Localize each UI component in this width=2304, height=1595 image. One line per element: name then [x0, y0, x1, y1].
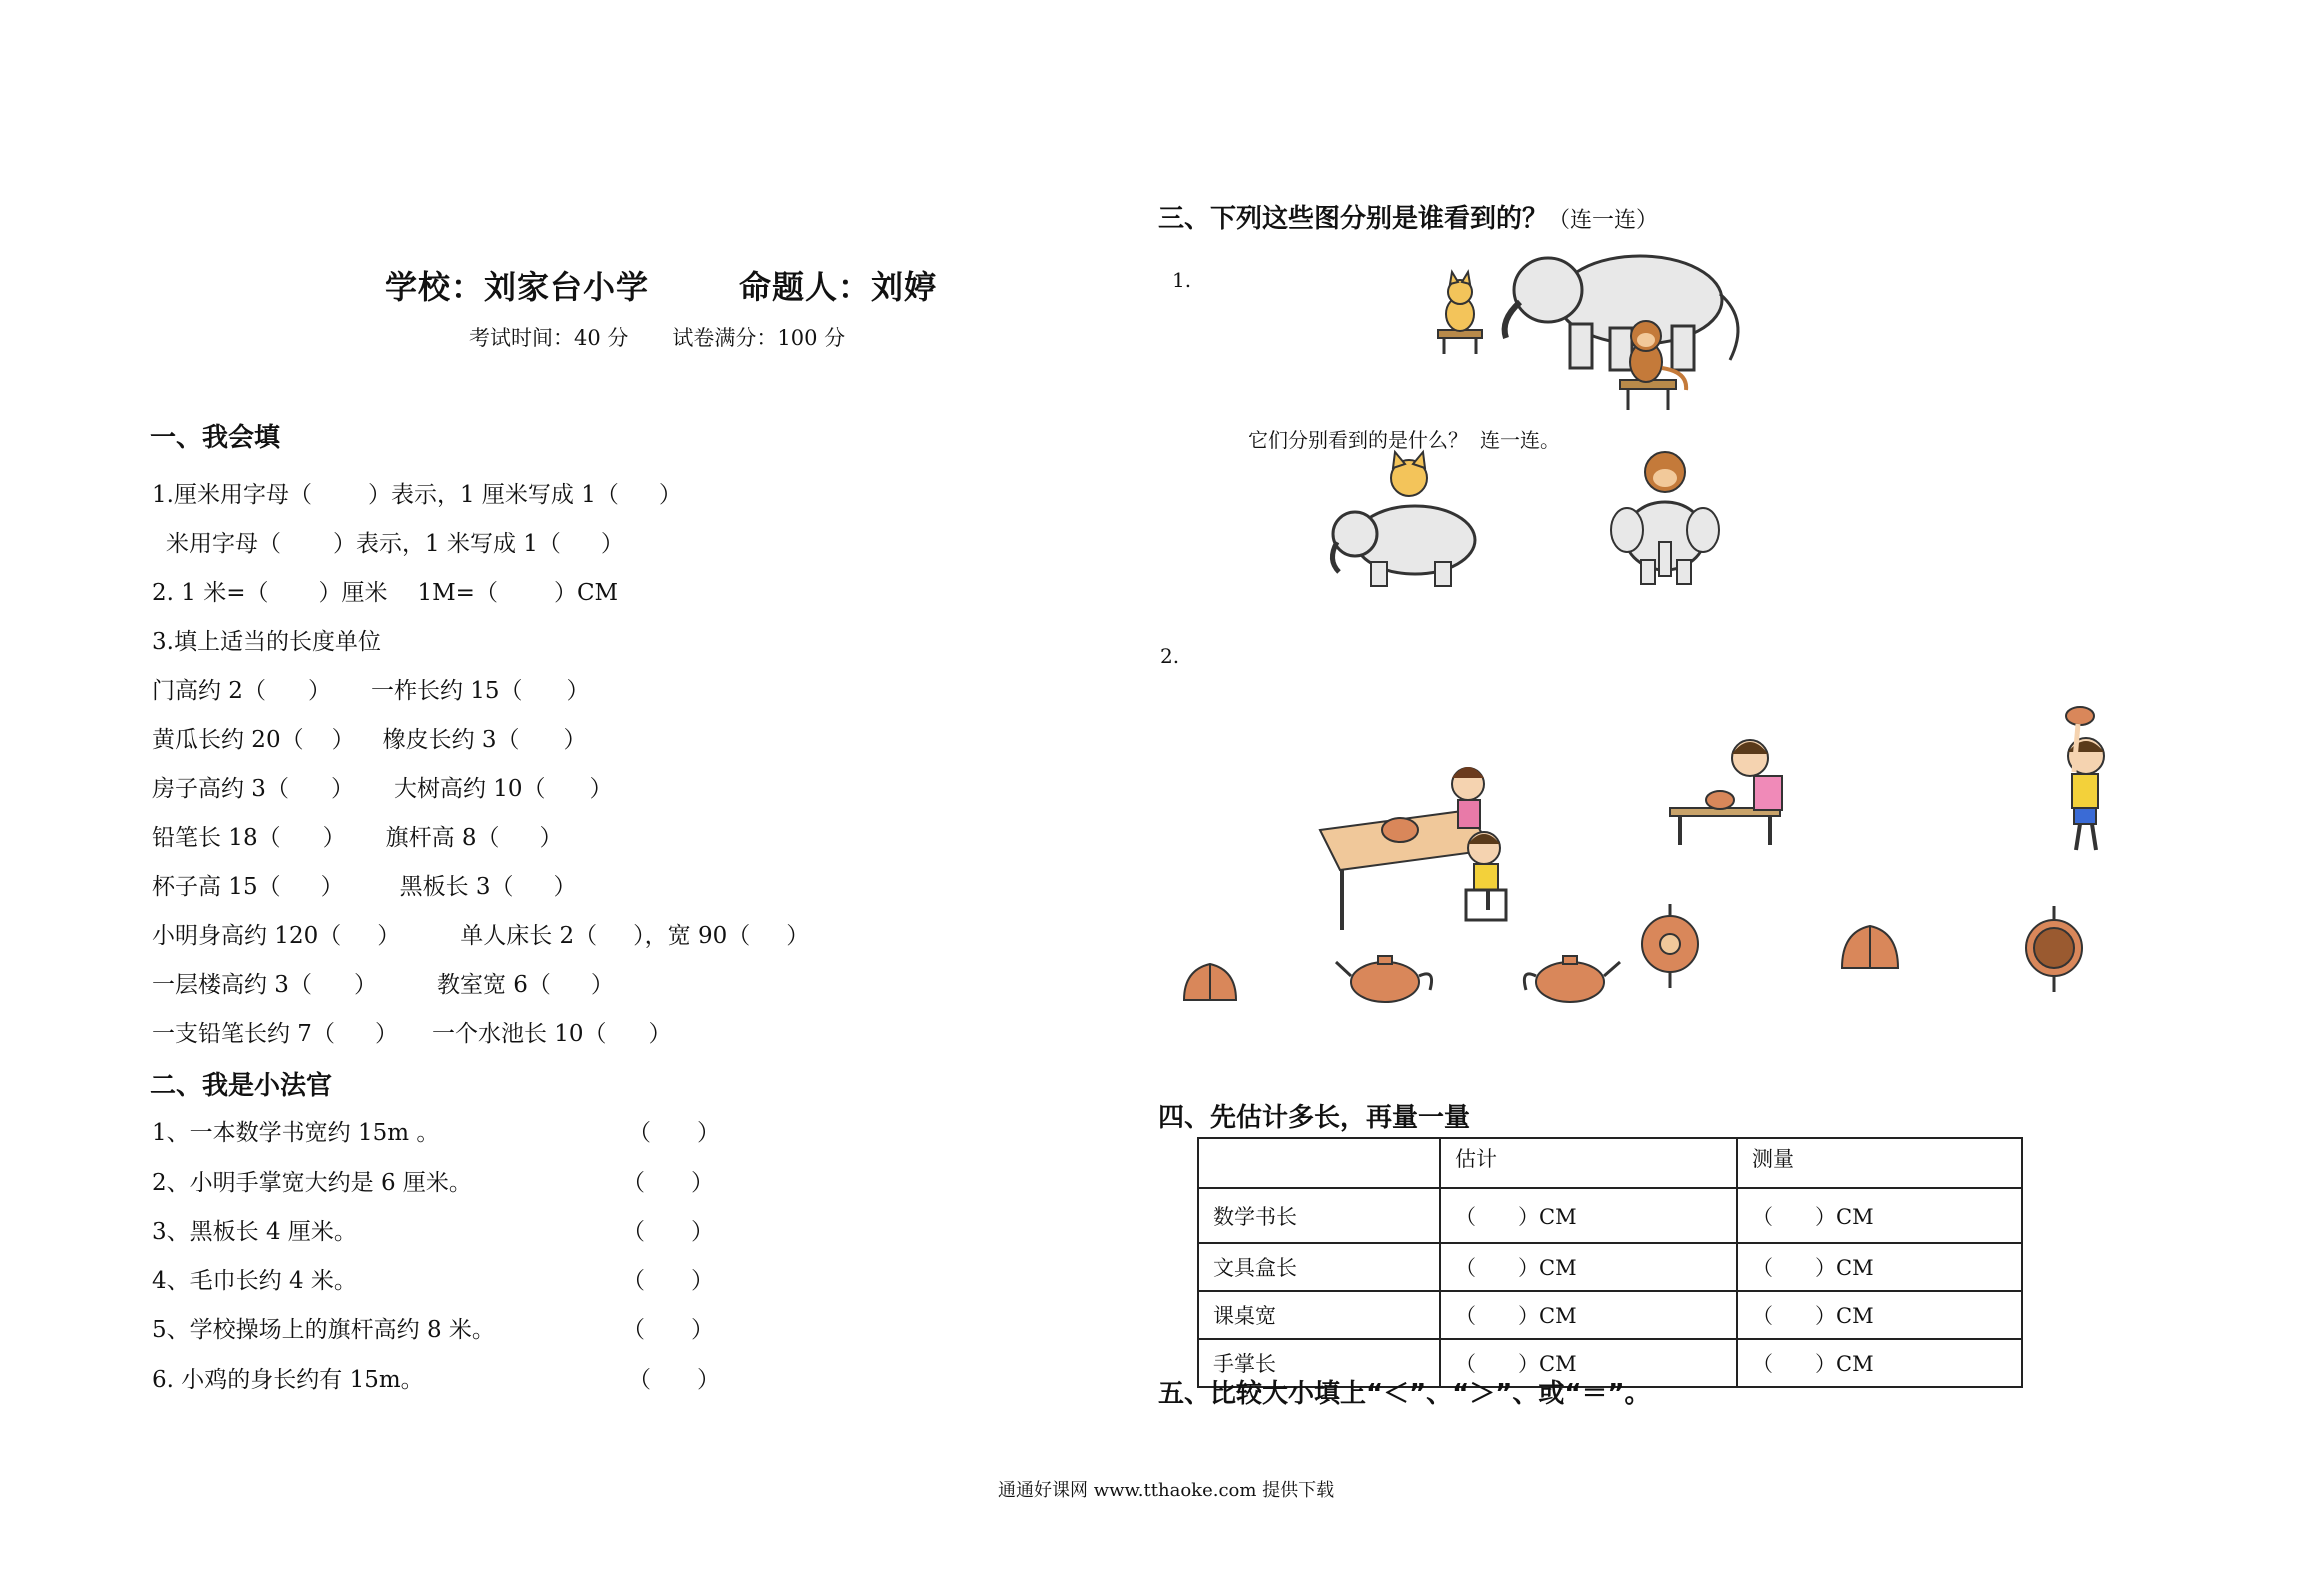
estimate-blank: （ ）CM — [1440, 1188, 1737, 1243]
table-row — [1198, 1188, 2022, 1243]
measure-blank: （ ）CM — [1737, 1188, 2022, 1243]
header-cell-estimate: 估计 — [1440, 1138, 1737, 1188]
monkey-face-icon — [1645, 452, 1685, 492]
estimate-blank: （ ）CM — [1440, 1291, 1737, 1339]
row-label: 手掌长 — [1198, 1339, 1440, 1387]
measure-table — [1197, 1137, 2023, 1388]
fill-line-1: 1.厘米用字母（ ）表示，1 厘米写成 1（ ） — [152, 482, 682, 508]
fill-line-12: 一支铅笔长约 7（ ） 一个水池长 10（ ） — [152, 1021, 672, 1047]
fill-line-4: 3.填上适当的长度单位 — [152, 629, 381, 655]
q1-answer-views — [1325, 450, 1715, 590]
fill-line-6: 黄瓜长约 20（ ） 橡皮长约 3（ ） — [152, 727, 587, 753]
judge-item-3: 3、黑板长 4 厘米。 — [152, 1219, 357, 1245]
fill-line-5: 门高约 2（ ） 一柞长约 15（ ） — [152, 678, 590, 704]
section-5-title: 五、比较大小填上“＜”、“＞”、或“＝”。 — [1158, 1379, 1651, 1409]
judge-item-1: 1、一本数学书宽约 15m 。 — [152, 1120, 440, 1146]
elephant-front-view-icon — [1611, 502, 1719, 584]
elephant-side-view-icon — [1332, 506, 1475, 586]
judge-answer-5: （ ） — [622, 1317, 714, 1343]
table-row — [1198, 1291, 2022, 1339]
cat-face-icon — [1391, 452, 1427, 496]
measure-blank: （ ）CM — [1737, 1243, 2022, 1291]
judge-answer-2: （ ） — [622, 1170, 714, 1196]
judge-answer-4: （ ） — [622, 1268, 714, 1294]
fill-line-10: 小明身高约 120（ ） 单人床长 2（ ），宽 90（ ） — [152, 923, 810, 949]
q1-label: 1. — [1172, 268, 1192, 292]
judge-answer-6: （ ） — [628, 1367, 720, 1393]
table-scene-icon — [1320, 767, 1506, 930]
table-row — [1198, 1243, 2022, 1291]
exam-score: 试卷满分：100 分 — [672, 326, 846, 350]
judge-answer-1: （ ） — [628, 1120, 720, 1146]
page-title — [385, 262, 937, 308]
fill-line-8: 铅笔长 18（ ） 旗杆高 8（ ） — [152, 825, 563, 851]
section-3-title: 三、下列这些图分别是谁看到的？（连一连） — [1158, 204, 1659, 234]
estimate-blank: （ ）CM — [1440, 1243, 1737, 1291]
fill-line-7: 房子高约 3（ ） 大树高约 10（ ） — [152, 776, 613, 802]
section-2-title: 二、我是小法官 — [150, 1071, 333, 1101]
teapot-view-2-icon — [1336, 956, 1432, 1002]
cat-icon — [1438, 272, 1482, 354]
q1-caption: 它们分别看到的是什么？ 连一连。 — [1248, 428, 1561, 452]
judge-item-5: 5、学校操场上的旗杆高约 8 米。 — [152, 1317, 495, 1343]
exam-info — [469, 322, 845, 352]
estimate-blank: （ ）CM — [1440, 1339, 1737, 1387]
author-name: 命题人：刘婷 — [739, 268, 938, 306]
teapot-view-1-icon — [1184, 964, 1236, 1000]
teapot-view-3-icon — [1524, 956, 1620, 1002]
teapot-view-6-icon — [2026, 906, 2082, 992]
teapot-view-5-icon — [1842, 926, 1898, 968]
section-1-title: 一、我会填 — [150, 423, 281, 453]
header-cell-measure: 测量 — [1737, 1138, 2022, 1188]
measure-table-header — [1198, 1138, 2022, 1188]
measure-blank: （ ）CM — [1737, 1291, 2022, 1339]
judge-answer-3: （ ） — [622, 1219, 714, 1245]
row-label: 文具盒长 — [1198, 1243, 1440, 1291]
judge-item-2: 2、小明手掌宽大约是 6 厘米。 — [152, 1170, 472, 1196]
fill-line-11: 一层楼高约 3（ ） 教室宽 6（ ） — [152, 972, 614, 998]
fill-line-3: 2. 1 米=（ ）厘米 1M=（ ）CM — [152, 580, 619, 606]
section-4-title: 四、先估计多长，再量一量 — [1158, 1103, 1471, 1133]
fill-line-2: 米用字母（ ）表示，1 米写成 1（ ） — [166, 531, 624, 557]
judge-item-4: 4、毛巾长约 4 米。 — [152, 1268, 357, 1294]
exam-time: 考试时间：40 分 — [469, 326, 629, 350]
measure-blank: （ ）CM — [1737, 1339, 2022, 1387]
q2-teapot-illustration — [1170, 700, 2130, 1020]
boy-scene-icon — [2066, 707, 2104, 850]
row-label: 课桌宽 — [1198, 1291, 1440, 1339]
school-name: 学校：刘家台小学 — [385, 268, 650, 306]
row-label: 数学书长 — [1198, 1188, 1440, 1243]
fill-line-9: 杯子高 15（ ） 黑板长 3（ ） — [152, 874, 577, 900]
q2-label: 2. — [1160, 644, 1180, 668]
page-footer: 通通好课网 www.tthaoke.com 提供下载 — [998, 1480, 1335, 1501]
teapot-view-4-icon — [1642, 904, 1698, 988]
bench-scene-icon — [1670, 740, 1782, 845]
judge-item-6: 6. 小鸡的身长约有 15m。 — [152, 1367, 424, 1393]
header-cell-item — [1198, 1138, 1440, 1188]
elephant-icon — [1505, 256, 1738, 370]
q1-animals-illustration — [1420, 250, 1780, 420]
